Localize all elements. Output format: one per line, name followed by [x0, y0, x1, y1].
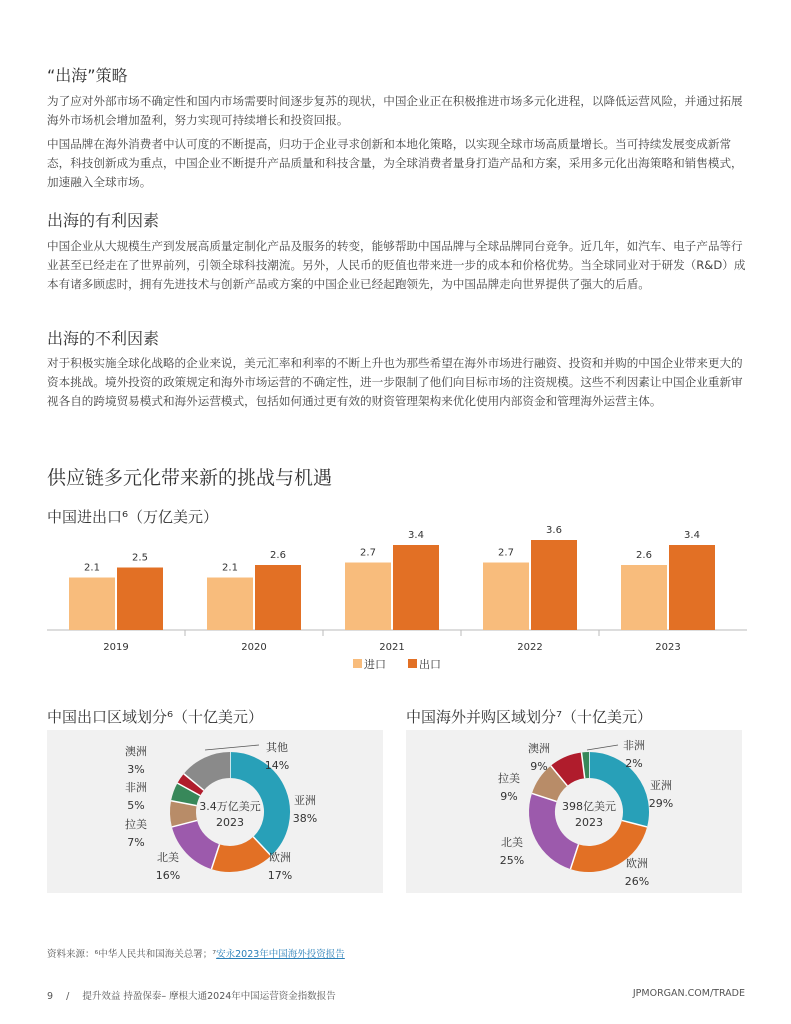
donut-label-name: 其他 [266, 741, 288, 754]
bar-value-label: 3.6 [546, 525, 562, 536]
donut-label-pct: 7% [127, 836, 145, 849]
paragraph: 对于积极实施全球化战略的企业来说，美元汇率和利率的不断上升也为那些希望在海外市场进行融资、投资和并购的中国企业带来更大的资本挑战。境外投资的政策规定和海外市场运营的不确定性，进一步限制了他们向目标市场的注资规模。这些不利因素让中国企业重新审视各自的跨境贸易模式和海外运营模式，包括如何通过更有效的财资管理架构来优化使用内部资金和管理海外运营主体。 [47, 356, 743, 408]
export-bar [531, 540, 577, 630]
bar-value-label: 3.4 [684, 530, 700, 541]
x-tick-label: 2022 [517, 642, 543, 653]
donut-label-name: 澳洲 [528, 742, 550, 755]
export-region-donut-chart [47, 730, 383, 893]
legend-swatch-import [353, 659, 362, 668]
source-link[interactable]: 安永2023年中国海外投资报告 [216, 949, 345, 960]
donut-slice-4 [184, 789, 189, 803]
footer-separator: / [66, 991, 70, 1002]
leader-line [587, 745, 618, 750]
bar-value-label: 2.6 [636, 550, 652, 561]
export-region-title: 中国出口区域划分⁶（十亿美元） [47, 708, 264, 726]
ma-region-donut-chart [406, 730, 742, 893]
import-bar [69, 578, 115, 631]
import-bar [207, 578, 253, 631]
donut-label-name: 非洲 [623, 739, 645, 752]
donut-label-pct: 26% [624, 875, 650, 888]
x-tick-label: 2019 [103, 642, 129, 653]
ma-region-title: 中国海外并购区域划分⁷（十亿美元） [406, 708, 653, 726]
legend-label-export: 出口 [419, 658, 441, 671]
bar-value-label: 2.1 [84, 562, 100, 574]
donut-label-pct: 9% [500, 790, 518, 803]
section-heading-strategy: “出海”策略 [47, 66, 128, 85]
donut-label-pct: 9% [530, 760, 548, 773]
source-prefix: 资料来源：⁶中华人民共和国海关总署；⁷ [47, 949, 217, 960]
donut-slice-5 [189, 782, 194, 789]
page-number: 9 [47, 991, 54, 1002]
leader-line [205, 745, 259, 750]
x-tick-label: 2020 [241, 642, 267, 653]
x-tick-label: 2023 [655, 642, 681, 653]
report-title: 提升效益 持盈保泰– 摩根大通2024年中国运营资金指数报告 [82, 991, 336, 1002]
donut-center-year: 2023 [216, 816, 244, 829]
export-bar [117, 568, 163, 631]
donut-label-name: 欧洲 [626, 857, 648, 870]
donut-slice-1 [215, 846, 262, 859]
donut-slice-3 [544, 776, 559, 798]
donut-center-year: 2023 [575, 816, 603, 829]
bar-value-label: 2.5 [132, 552, 148, 564]
export-region-panel [47, 730, 383, 893]
donut-label-name: 北美 [157, 851, 179, 864]
donut-slice-0 [589, 765, 636, 824]
bar-chart-title: 中国进出口⁶（万亿美元） [47, 508, 219, 526]
donut-label-name: 澳洲 [125, 745, 147, 758]
donut-slice-2 [184, 824, 215, 857]
bar-value-label: 2.7 [360, 547, 376, 559]
export-bar [669, 545, 715, 630]
donut-label-name: 非洲 [125, 781, 147, 794]
import-bar [621, 565, 667, 630]
source-note [47, 946, 345, 960]
donut-label-pct: 25% [499, 854, 525, 867]
import-export-bar-chart [47, 525, 747, 685]
donut-label-name: 亚洲 [650, 779, 672, 792]
page-section-title: 供应链多元化带来新的挑战与机遇 [47, 467, 333, 489]
donut-label-name: 拉美 [125, 818, 147, 831]
ma-region-panel [406, 730, 742, 893]
donut-center-value: 398亿美元 [562, 800, 616, 813]
donut-label-pct: 3% [127, 763, 145, 776]
donut-label-name: 拉美 [498, 772, 520, 785]
donut-label-name: 欧洲 [269, 851, 291, 864]
donut-center-value: 3.4万亿美元 [199, 800, 261, 813]
paragraph: 为了应对外部市场不确定性和国内市场需要时间逐步复苏的现状，中国企业正在积极推进市场多元化进程，以降低运营风险，并通过拓展海外市场机会增加盈利，努力实现可持续增长和投资回报。 [47, 94, 743, 127]
donut-label-pct: 17% [267, 869, 293, 882]
import-bar [345, 563, 391, 631]
donut-slice-6 [194, 765, 230, 782]
page-footer [47, 988, 336, 1002]
donut-slice-3 [183, 803, 184, 823]
import-bar [483, 563, 529, 631]
footer-site[interactable]: JPMORGAN.COM/TRADE [632, 988, 745, 999]
donut-label-pct: 29% [648, 797, 674, 810]
bar-value-label: 2.7 [498, 547, 514, 559]
section-heading-disadvantages: 出海的不利因素 [47, 329, 160, 348]
donut-label-pct: 14% [264, 759, 290, 772]
donut-slice-4 [559, 765, 583, 775]
legend-label-import: 进口 [364, 658, 386, 671]
donut-label-pct: 5% [127, 799, 145, 812]
paragraph: 中国企业从大规模生产到发展高质量定制化产品及服务的转变，能够帮助中国品牌与全球品牌同台竞争。近几年，如汽车、电子产品等行业甚至已经走在了世界前列，引领全球科技潮流。另外，人民币的贬值也带来进一步的成本和价格优势。当全球同业对于研发（R&D）成本有诸多顾虑时，拥有先进技术与创新产品或方案的中国企业已经起跑领先，为中国品牌走向世界提供了强大的后盾。 [47, 239, 746, 291]
export-bar [393, 545, 439, 630]
x-tick-label: 2021 [379, 642, 405, 653]
donut-label-pct: 16% [155, 869, 181, 882]
bar-value-label: 2.1 [222, 562, 238, 574]
legend-swatch-export [408, 659, 417, 668]
paragraph: 中国品牌在海外消费者中认可度的不断提高，归功于企业寻求创新和本地化策略，以实现全球市场高质量增长。当可持续发展变成新常态，科技创新成为重点，中国企业不断提升产品质量和科技含量，为全球消费者量身打造产品和方案，采用多元化出海策略和销售模式，加速融入全球市场。 [47, 137, 743, 189]
bar-value-label: 2.6 [270, 550, 286, 561]
donut-label-pct: 38% [292, 812, 318, 825]
section-heading-advantages: 出海的有利因素 [47, 211, 160, 230]
donut-label-name: 亚洲 [294, 794, 316, 807]
donut-label-pct: 2% [625, 757, 643, 770]
bar-value-label: 3.4 [408, 530, 424, 541]
donut-label-name: 北美 [501, 836, 523, 849]
export-bar [255, 565, 301, 630]
